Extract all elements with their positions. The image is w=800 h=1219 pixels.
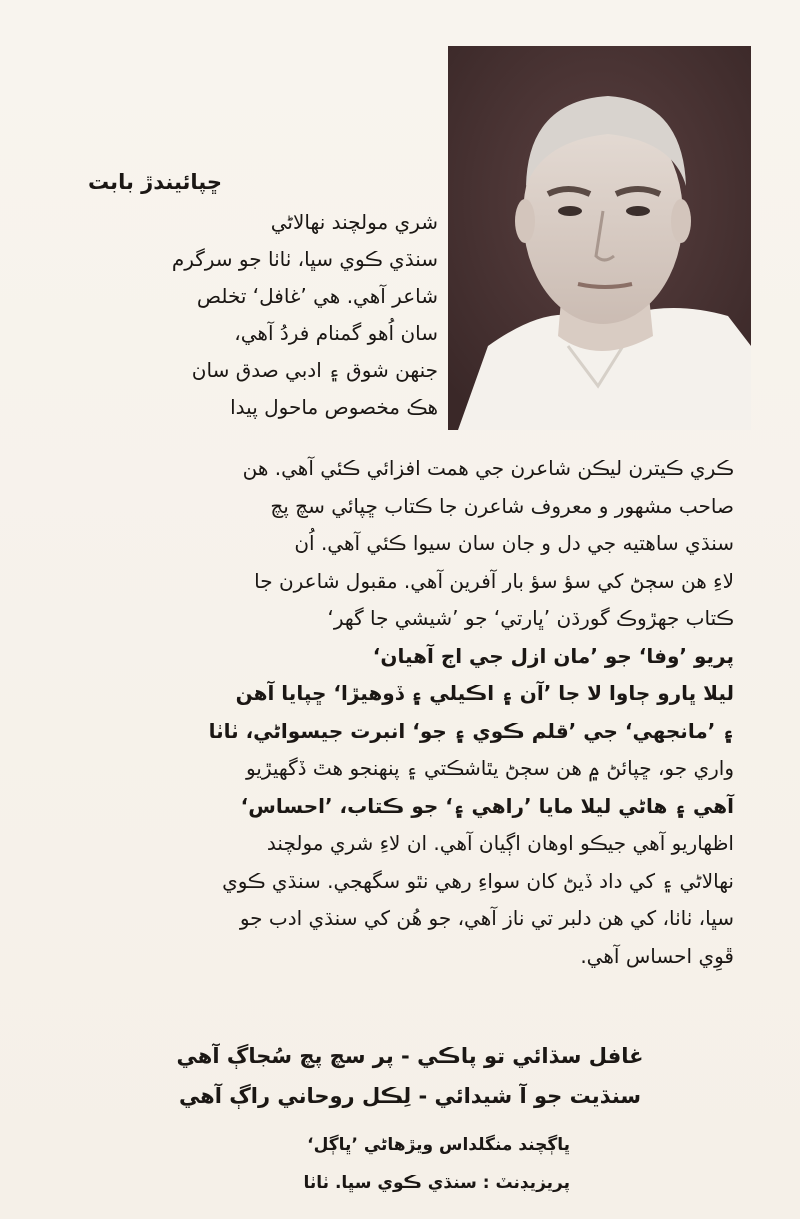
- text-line: سنڌي ڪوي سڀا، ٺاٺا جو سرگرم: [171, 247, 438, 271]
- text-line: پريو ’وفا‘ جو ’مان ازل جي اڄ آهيان‘: [372, 643, 734, 668]
- text-line: واري جو، ڇپائڻ ۾ هن سڄڻ يٿاشڪتي ۽ پنهنجو هٿ ڏگهيڙيو: [245, 756, 734, 780]
- text-line: سان اُهو گمنام فردُ آهي،: [234, 321, 438, 345]
- signature-name: ڀاڳچند منگلداس ويڙهاڻي ’ڀاڳل‘: [307, 1135, 570, 1155]
- portrait-illustration: [448, 46, 751, 430]
- text-line: ليلا ڀارو ڄاوا لا جا ’آن ۽ اڪيلي ۽ ڏوهيڙا‘ ڇپايا آهن: [235, 681, 734, 705]
- body-paragraph: [54, 450, 734, 975]
- text-line: ڪتاب جهڙوڪ گورڌن ’ڀارتي‘ جو ’شيشي جا گهر‘: [327, 606, 734, 630]
- verse-line: سنڌيت جو آ شيدائي - لِڪل روحاني راڳ آهي: [178, 1084, 642, 1108]
- text-line: آهي ۽ هاڻي ليلا مايا ’راهي ۽‘ جو ڪتاب، ’احساس‘: [240, 793, 734, 818]
- text-line: هڪ مخصوص ماحول پيدا: [230, 395, 438, 419]
- text-line: شري مولچند نهالاڻي: [270, 210, 438, 234]
- text-line: لاءِ هن سڄڻ کي سؤ سؤ بار آفرين آهي. مقبول شاعرن جا: [254, 568, 734, 593]
- signature-block: [200, 1126, 570, 1202]
- intro-paragraph: [150, 204, 438, 426]
- verse-line: غافل سڌائي تو پاڪي - پر سچ پچ سُجاڳ آهي: [176, 1044, 644, 1068]
- text-line: نهالاڻي ۽ کي داد ڏيڻ کان سواءِ رهي نٿو سگهجي. سنڌي ڪوي: [222, 868, 734, 893]
- text-line: شاعر آهي. هي ’غافل‘ تخلص: [196, 284, 438, 308]
- signature-title: پريزيڊنٽ : سنڌي ڪوي سڀا. ٺاٺا: [303, 1173, 570, 1193]
- text-line: سنڌي ساهتيه جي دل و جان سان سيوا ڪئي آهي. اُن: [294, 531, 734, 555]
- text-line: ۽ ’مانجهي‘ جي ’قلم ڪوي ۽ جو‘ انبرت جيسواڻي، ٺاٺا: [208, 718, 734, 743]
- poetry-couplet: [140, 1036, 680, 1116]
- text-line: ڪري ڪيترن ليڪن شاعرن جي همت افزائي ڪئي آهي. هن: [242, 456, 734, 480]
- text-line: سڀا، ٺاٺا، کي هن دلبر تي ناز آهي، جو هُن کي سنڌي ادب جو: [239, 906, 734, 930]
- text-line: ڦوِي احساس آهي.: [580, 943, 734, 968]
- text-line: اظهاريو آهي جيڪو اوهان اڳيان آهي. ان لاءِ شري مولچند: [266, 831, 734, 855]
- text-line: جنهن شوق ۽ ادبي صدق سان: [191, 358, 438, 382]
- author-portrait-photo: [448, 46, 751, 430]
- section-heading: ڇپائيندڙ بابت: [87, 170, 222, 194]
- text-line: صاحب مشهور و معروف شاعرن جا ڪتاب ڇپائي سچ پچ: [270, 493, 734, 518]
